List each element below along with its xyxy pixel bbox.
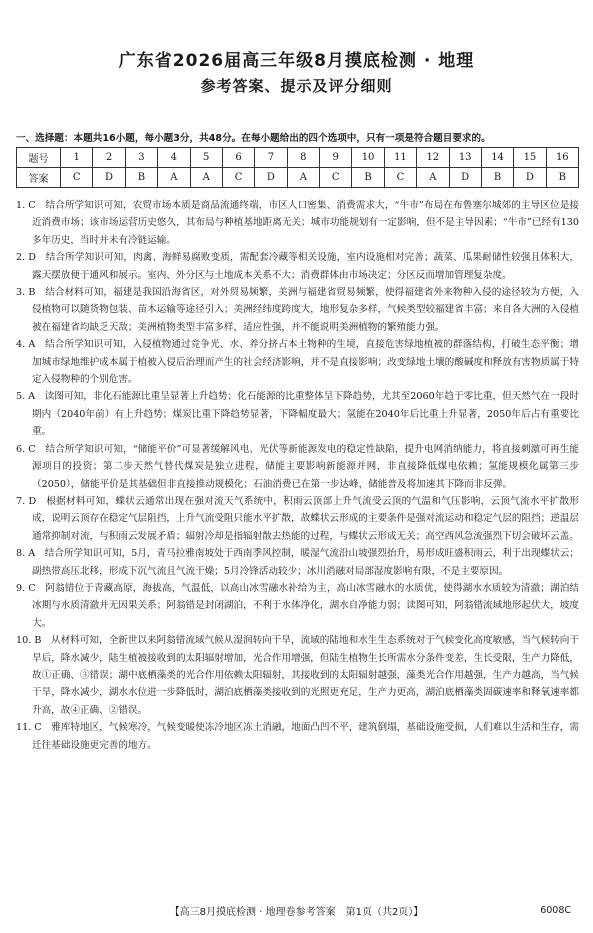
- document-code: 6008C: [540, 905, 571, 916]
- question-number-cell: 8: [287, 148, 319, 168]
- row-label-number: 题号: [17, 148, 61, 168]
- question-number-cell: 1: [61, 148, 93, 168]
- answer-cell: A: [158, 168, 190, 188]
- explanation-item: 7. D 根据材料可知，蝶状云通常出现在强对流天气系统中，积雨云顶部上升气流受云顶的气温和气压影响，云顶气流水平扩散形成，说明云顶存在稳定气层阻挡，上升气流受阻只能水平扩散，故蝶状云形成的主要条件是强对流运动和稳定气层的阻挡；逆温层通常抑制对流，与积雨云发展矛盾；辐射冷却是指辐射散去热能的过程，与蝶状云形成无关；高空西风急流强烈下切会破坏云盖。: [16, 495, 579, 542]
- question-number-cell: 15: [514, 148, 546, 168]
- answer-cell: C: [61, 168, 93, 188]
- answer-table: [16, 147, 579, 188]
- answer-cell: B: [125, 168, 157, 188]
- question-number-cell: 5: [190, 148, 222, 168]
- question-number-cell: 6: [222, 148, 254, 168]
- explanation-item: 6. C 结合所学知识可知，“储能平价”可显著缓解风电、光伏等新能源发电的稳定性缺陷，提升电网消纳能力，将直接刺激可再生能源项目的投资；第二步天然气替代煤炭是独立进程，储能主要影响新能源并网，非直接降低煤电依赖；氢能规模化属第三步（2050），储能平价是其基础但非直接推动规模化；石油消费已在第一步达峰，储能普及将加速其下降而非反弹。: [16, 443, 579, 490]
- question-number-cell: 2: [93, 148, 125, 168]
- page-title: 广东省2026届高三年级8月摸底检测 · 地理: [118, 51, 475, 71]
- question-number-cell: 7: [255, 148, 287, 168]
- section-one-instruction: 一、选择题：本题共16小题，每小题3分，共48分。在每小题给出的四个选项中，只有一项是符合题目要求的。: [16, 133, 491, 144]
- explanation-item: 4. A 结合所学知识可知，入侵植物通过竞争光、水、养分挤占本土物种的生境，直接危害绿地植被的群落结构，打破生态平衡；增加城市绿地维护成本属于植被入侵后治理而产生的社会经济影响，并不是直接影响；改变绿地土壤的酸碱度和释放有害物质属于特定入侵物种的个别危害。: [16, 339, 579, 386]
- explanation-item: 11. C 雅库特地区，气候寒冷，气候变暖使冻冷地区冻土消融，地面凸凹不平，建筑倒塌，基础设施受损，人们难以生活和生存，需迁往基础设施更完善的地方。: [16, 722, 579, 751]
- answer-cell: B: [352, 168, 384, 188]
- question-number-cell: 10: [352, 148, 384, 168]
- question-number-cell: 11: [384, 148, 416, 168]
- explanation-item: 10. B 从材料可知，全新世以来阿翁错流域气候从湿润转向干旱，流域的陆地和水生生态系统对于气候变化高度敏感，当气候转向干旱后，降水减少，陆生植被接收到的太阳辐射增加，光合作用增强，但陆生植物生长所需水分条件变差，生长受限，生产力降低，故①正确、③错误；湖中底栖藻类的光合作用依赖太阳辐射，其接收到的太阳辐射越强，藻类光合作用越强，生产力越高，当气候干旱，降水减少，湖水水位进一步降低时，湖泊底栖藻类接收到的光照更充足，生产力更高，湖泊底栖藻类固碳速率和释氧速率都升高，故④正确、②错误。: [16, 635, 579, 716]
- answer-cell: B: [481, 168, 513, 188]
- answer-cell: D: [93, 168, 125, 188]
- answer-cell: D: [449, 168, 481, 188]
- page-subtitle: 参考答案、提示及评分细则: [200, 77, 393, 95]
- question-number-cell: 13: [449, 148, 481, 168]
- explanation-list: [16, 197, 579, 754]
- explanation-item: 9. C 阿翁错位于青藏高原，海拔高，气温低，以高山冰雪融水补给为主，高山冰雪融水的水质优，使得湖水水质较为清澈；湖泊结冰期与水质清澈并无因果关系；阿翁错是封闭湖泊，不利于水体净化，湖水自净能力弱；读图可知，阿翁错流域地形起伏大，坡度大。: [16, 582, 579, 629]
- question-number-cell: 14: [481, 148, 513, 168]
- answer-cell: A: [190, 168, 222, 188]
- explanation-item: 3. B 结合材料可知，福建是我国沿海省区，对外贸易频繁，美洲与福建省贸易频繁，使得福建省外来物种入侵的途径较为方便，入侵植物可以随货物包装、苗木运输等途径引入；美洲经纬度跨度大，地形复杂多样，气候类型较福建省丰富；来自各大洲的入侵植被在福建省均缺乏天敌；美洲植物类型丰富多样，适应性强，并不能说明美洲植物的繁殖能力强。: [16, 287, 579, 333]
- question-number-cell: 3: [125, 148, 157, 168]
- answer-cell: D: [255, 168, 287, 188]
- question-number-cell: 12: [417, 148, 449, 168]
- answer-table-row-answers: [17, 168, 579, 188]
- explanation-item: 8. A 结合所学知识可知，5月，青马拉雅南坡处于西南季风控制，暖湿气流沿山坡强烈抬升，易形成旺盛积雨云，利于出现蝶状云；副热带高压北移，形成下沉气流且气流干燥；5月冷锋活动较少；冰川消融对局部湿度影响有限，不是主要原因。: [16, 548, 579, 577]
- explanation-item: 2. D 结合所学知识可知，肉禽、海鲜易腐败变质，需配套冷藏等相关设施，室内设施相对完善；蔬菜、瓜果耐储性较强且体积大，露天摆放便于通风和展示。室内、外分区与土地成本关系不大；消费群体由市场决定；分区反而增加管理复杂度。: [16, 252, 579, 281]
- page-footer: 【高三8月摸底检测 · 地理卷参考答案 第1页（共2页）】: [169, 907, 424, 918]
- answer-table-row-numbers: [17, 148, 579, 168]
- answer-cell: D: [514, 168, 546, 188]
- explanation-item: 5. A 读图可知，非化石能源比重呈显著上升趋势；化石能源的比重整体呈下降趋势，尤其至2060年趋于零比重，但天然气在一段时期内（2040年前）有上升趋势；煤炭比重下降趋势显著，下降幅度最大；氢能在2040年后比重上升显著，2050年后占有重要比重。: [16, 391, 579, 438]
- question-number-cell: 4: [158, 148, 190, 168]
- answer-cell: C: [320, 168, 352, 188]
- answer-cell: A: [287, 168, 319, 188]
- explanation-item: 1. C 结合所学知识可知，农贸市场本质是商品流通终端，市区人口密集、消费需求大，“牛市”布局在布鲁塞尔城郊的主导区位是接近消费市场；该市场运营历史悠久，其布局与种植基地距离无关；城市功能规划有一定影响，但不是主导因素；“牛市”已经有130多年历史，当时并未有冷链运输。: [16, 200, 579, 246]
- answer-cell: B: [546, 168, 578, 188]
- question-number-cell: 9: [320, 148, 352, 168]
- answer-cell: A: [417, 168, 449, 188]
- row-label-answer: 答案: [17, 168, 61, 188]
- answer-cell: C: [384, 168, 416, 188]
- question-number-cell: 16: [546, 148, 578, 168]
- answer-cell: C: [222, 168, 254, 188]
